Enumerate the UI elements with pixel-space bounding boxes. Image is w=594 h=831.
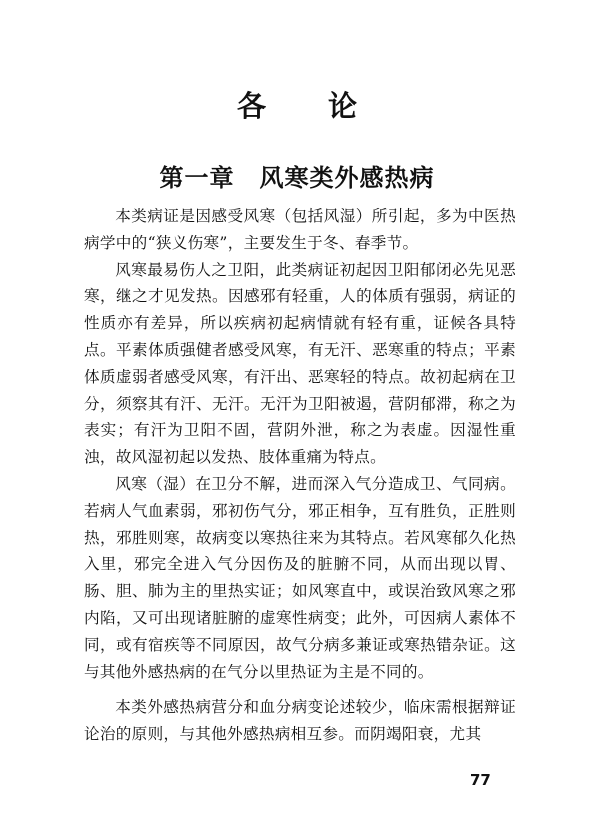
paragraph-3: 风寒（湿）在卫分不解，进而深入气分造成卫、气同病。若病人气血素弱，邪初伤气分，邪正相争，互有胜负，正胜则热，邪胜则寒，故病变以寒热往来为其特点。若风寒郁久化热入里，邪完全进入气分因伤及的脏腑不同，从而出现以胃、肠、胆、肺为主的里热实证；如风寒直中，或误治致风寒之邪内陷，又可出现诸脏腑的虚寒性病变；此外，可因病人素体不同，或有宿疾等不同原因，故气分病多兼证或寒热错杂证。这与其他外感热病的在气分以里热证为主是不同的。 xyxy=(84,474,516,681)
paragraph-1: 本类病证是因感受风寒（包括风湿）所引起，多为中医热病学中的“狭义伤寒”，主要发生于冬、春季节。 xyxy=(84,207,516,252)
chapter-title: 第一章 风寒类外感热病 xyxy=(159,164,435,192)
page-number: 77 xyxy=(470,771,491,789)
paragraph-4: 本类外感热病营分和血分病变论述较少，临床需根据辩证论治的原则，与其他外感热病相互参。而阴竭阳衰，尤其 xyxy=(84,698,516,744)
body-text xyxy=(84,203,516,748)
paragraph-2: 风寒最易伤人之卫阳，此类病证初起因卫阳郁闭必先见恶寒，继之才见发热。因感邪有轻重，人的体质有强弱，病证的性质亦有差异，所以疾病初起病情就有轻有重，证候各具特点。平素体质强健者感受风寒，有无汗、恶寒重的特点；平素体质虚弱者感受风寒，有汗出、恶寒轻的特点。故初起病在卫分，须察其有汗、无汗。无汗为卫阳被遏，营阴郁滞，称之为表实；有汗为卫阳不固，营阴外泄，称之为表虚。因湿性重浊，故风湿初起以发热、肢体重痛为特点。 xyxy=(84,260,516,467)
part-title: 各论 xyxy=(236,89,419,123)
